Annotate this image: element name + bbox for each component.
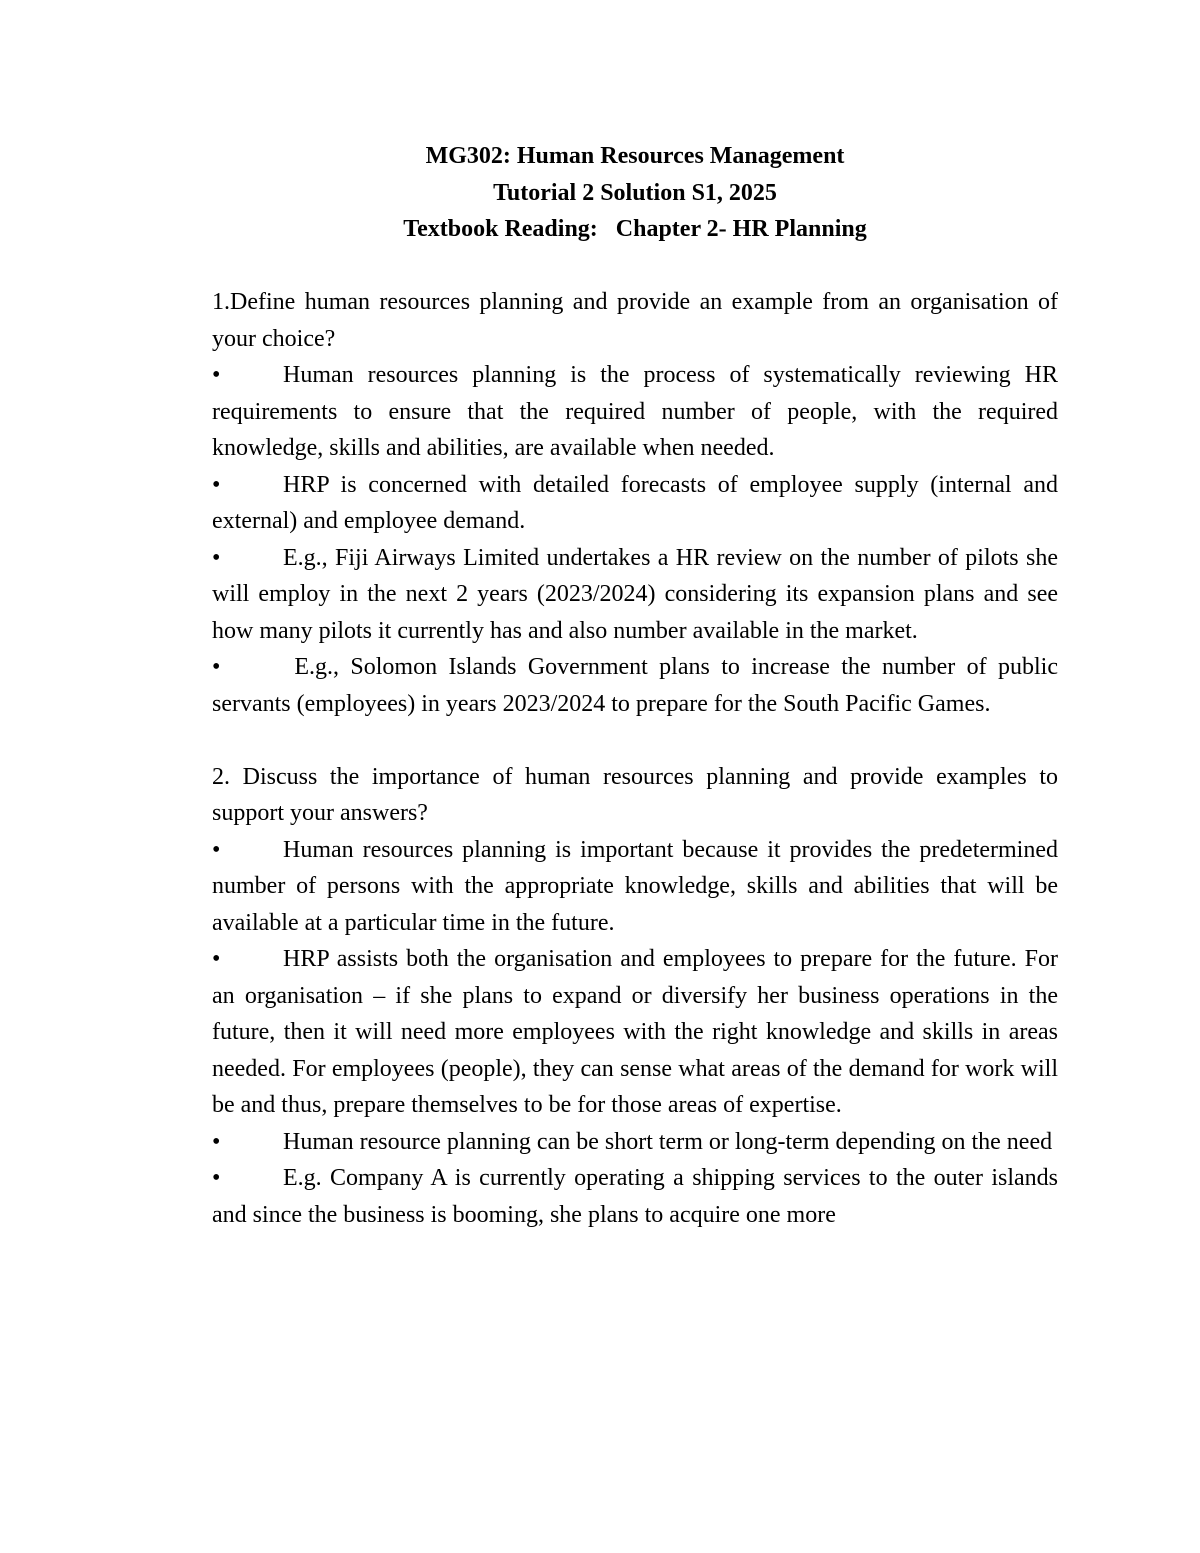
bullet-icon: • (212, 654, 221, 680)
bullet-text: E.g. Company A is currently operating a shipping services to the outer islands and since the business is booming, she plans to acquire one more (212, 1165, 1058, 1228)
bullet-text: E.g., Solomon Islands Government plans to increase the number of public servants (employees) in years 2023/2024 to prepare for the South Pacific Games. (212, 654, 1064, 717)
bullet-text: Human resource planning can be short term or long-term depending on the need (283, 1128, 1053, 1155)
bullet-icon: • (212, 1165, 221, 1191)
question-2-bullet (212, 1124, 1058, 1161)
document-body (212, 284, 1064, 1233)
bullet-text: Human resources planning is the process of systematically reviewing HR requirements to ensure that the required number of people, with the required knowledge, skills and abilities, are available when needed. (212, 362, 1058, 461)
question-1-bullet (212, 649, 1064, 722)
bullet-icon: • (212, 1128, 221, 1155)
bullet-icon: • (212, 471, 221, 498)
bullet-text: E.g., Fiji Airways Limited undertakes a HR review on the number of pilots she will employ in the next 2 years (2023/2024) considering its expansion plans and see how many pilots it currently has and also number available in the market. (212, 544, 1058, 644)
bullet-text: Human resources planning is important because it provides the predetermined number of persons with the appropriate knowledge, skills and abilities that will be available at a particular time in the future. (212, 836, 1058, 936)
bullet-icon: • (212, 544, 221, 571)
bullet-icon: • (212, 836, 221, 863)
paragraph-spacer (212, 722, 1058, 759)
reading-title: Textbook Reading: Chapter 2- HR Planning (403, 216, 867, 242)
question-2-bullet (212, 832, 1058, 942)
question-2-bullet (212, 1160, 1058, 1233)
question-1-bullet (212, 540, 1058, 650)
tutorial-title: Tutorial 2 Solution S1, 2025 (493, 179, 777, 206)
question-1-bullet (212, 357, 1058, 467)
document-header (212, 138, 1058, 248)
bullet-text: HRP assists both the organisation and employees to prepare for the future. For an organisation – if she plans to expand or diversify her business operations in the future, then it will need more employees with the right knowledge and skills in areas needed. For employees (people), they can sense what areas of the demand for work will be and thus, prepare themselves to be for those areas of expertise. (212, 946, 1058, 1118)
bullet-icon: • (212, 362, 221, 388)
question-2-prompt: 2. Discuss the importance of human resources planning and provide examples to support your answers? (212, 763, 1058, 826)
question-2-bullet (212, 941, 1058, 1124)
bullet-text: HRP is concerned with detailed forecasts of employee supply (internal and external) and employee demand. (212, 471, 1058, 534)
bullet-icon: • (212, 946, 221, 972)
question-1-bullet (212, 467, 1058, 540)
course-title: MG302: Human Resources Management (425, 143, 845, 169)
question-1-prompt: 1.Define human resources planning and provide an example from an organisation of your choice? (212, 289, 1058, 352)
